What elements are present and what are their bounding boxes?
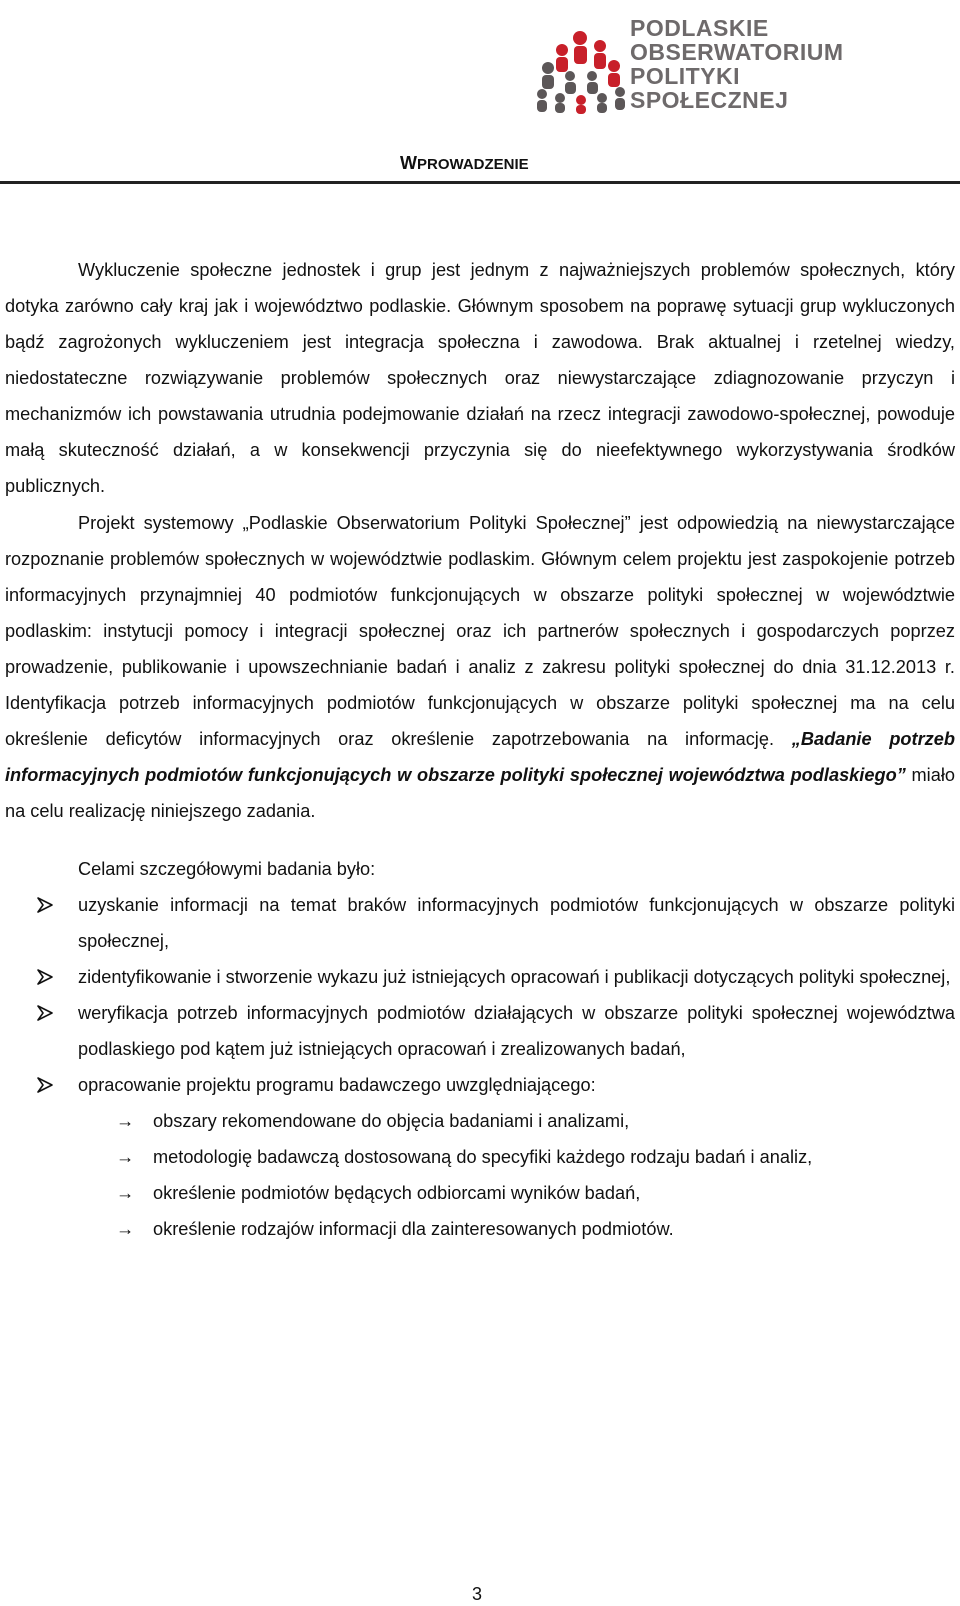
list-item [5,995,955,1067]
study-title-emphasis: „Badanie potrzeb informacyjnych podmiotów funkcjonujących w obszarze polityki społecznej województwa podlaskiego” [5,729,955,785]
figure-head [587,71,597,81]
figure-body [615,98,625,110]
logo-line-2: OBSERWATORIUM [630,39,844,65]
heading-divider [0,181,960,184]
figure-head [597,93,607,103]
list-item [5,1067,955,1247]
arrowhead-bullet-icon [35,1067,55,1103]
list-item-text: zidentyfikowanie i stworzenie wykazu już istniejących opracowań i publikacji dotyczących polityki społecznej, [78,967,951,987]
list-item-text: uzyskanie informacji na temat braków informacyjnych podmiotów funkcjonujących w obszarze polityki społecznej, [78,895,955,951]
project-paragraph-tail: miało na celu realizację niniejszego zadania. [5,765,955,821]
figure-body [565,82,576,94]
intro-paragraph: Wykluczenie społeczne jednostek i grup jest jednym z najważniejszych problemów społecznych, który dotyka zarówno cały kraj jak i województwo podlaskie. Głównym sposobem na poprawę sytuacji grup wykluczonych bądź zagrożonych wykluczeniem jest integracja społeczna i zawodowa. Brak aktualnej i rzetelnej wiedzy, niedostateczne rozwiązywanie problemów społecznych oraz niewystarczające zdiagnozowanie przyczyn i mechanizmów ich powstawania utrudnia podejmowanie działań na rzecz integracji zawodowo-społecznej, powoduje małą skuteczność działań, a w konsekwencji przyczynia się do nieefektywnego wykorzystywania środków publicznych. [5,260,955,496]
page-number: 3 [472,1584,483,1604]
arrowhead-bullet-icon [35,995,55,1031]
logo-line-1: PODLASKIE [630,15,769,41]
sublist-item [78,1175,955,1211]
right-arrow-icon: → [116,1183,135,1203]
figure-head [573,31,587,45]
figure-body [576,105,586,114]
arrowhead-bullet-icon [35,959,55,995]
arrowhead-bullet-icon [35,887,55,923]
heading-rest: PROWADZENIE [417,156,529,173]
heading-initial: W [400,153,417,173]
sublist-item [78,1139,955,1175]
figure-head [537,89,547,99]
figure-head [555,93,565,103]
sublist-item-text: określenie podmiotów będących odbiorcami wyników badań, [153,1183,641,1203]
list-item-text: opracowanie projektu programu badawczego uwzględniającego: [78,1075,596,1095]
project-paragraph [5,505,955,829]
project-paragraph-text: Projekt systemowy „Podlaskie Obserwatorium Polityki Społecznej” jest odpowiedzią na niewystarczające rozpoznanie problemów społecznych w województwie podlaskim. Głównym celem projektu jest zaspokojenie potrzeb informacyjnych przynajmniej 40 podmiotów funkcjonujących w obszarze polityki społecznej w województwie podlaskim: instytucji pomocy i integracji społecznej oraz ich partnerów społecznych i gospodarczych poprzez prowadzenie, publikowanie i upowszechnianie badań i analiz z zakresu polityki społecznej do dnia 31.12.2013 r. Identyfikacja potrzeb informacyjnych podmiotów funkcjonujących w obszarze polityki społecznej ma na celu określenie deficytów informacyjnych oraz określenie zapotrzebowania na informację. [5,513,955,749]
figure-body [542,75,554,89]
figure-head [565,71,575,81]
objectives-list [5,887,955,1247]
program-sublist [78,1103,955,1247]
logo-line-3: POLITYKI [630,63,741,89]
right-arrow-icon: → [116,1147,135,1167]
figure-body [556,57,568,72]
figure-body [597,103,607,113]
figure-head [615,87,625,97]
people-group-logo-icon [534,24,626,114]
figure-body [574,46,587,64]
figure-head [556,44,568,56]
organization-logo [534,14,934,114]
figure-body [587,82,598,94]
figure-body [555,103,565,113]
list-item-text: weryfikacja potrzeb informacyjnych podmiotów działających w obszarze polityki społecznej województwa podlaskiego pod kątem już istniejących opracowań i zrealizowanych badań, [78,1003,955,1059]
right-arrow-icon: → [116,1111,135,1131]
figure-body [537,100,547,112]
objectives-intro: Celami szczegółowymi badania było: [78,859,376,879]
logo-wordmark [630,16,934,112]
figure-body [594,53,606,69]
sublist-item-text: metodologię badawczą dostosowaną do specyfiki każdego rodzaju badań i analiz, [153,1147,813,1167]
list-item [5,887,955,959]
list-item [5,959,955,995]
figure-head [576,95,586,105]
figure-head [542,62,554,74]
figure-head [608,60,620,72]
sublist-item-text: określenie rodzajów informacji dla zainteresowanych podmiotów. [153,1219,674,1239]
figure-body [608,73,620,87]
right-arrow-icon: → [116,1219,135,1239]
section-heading [400,152,529,176]
logo-line-4: SPOŁECZNEJ [630,87,789,113]
sublist-item-text: obszary rekomendowane do objęcia badaniami i analizami, [153,1111,630,1131]
sublist-item [78,1103,955,1139]
sublist-item [78,1211,955,1247]
figure-head [594,40,606,52]
